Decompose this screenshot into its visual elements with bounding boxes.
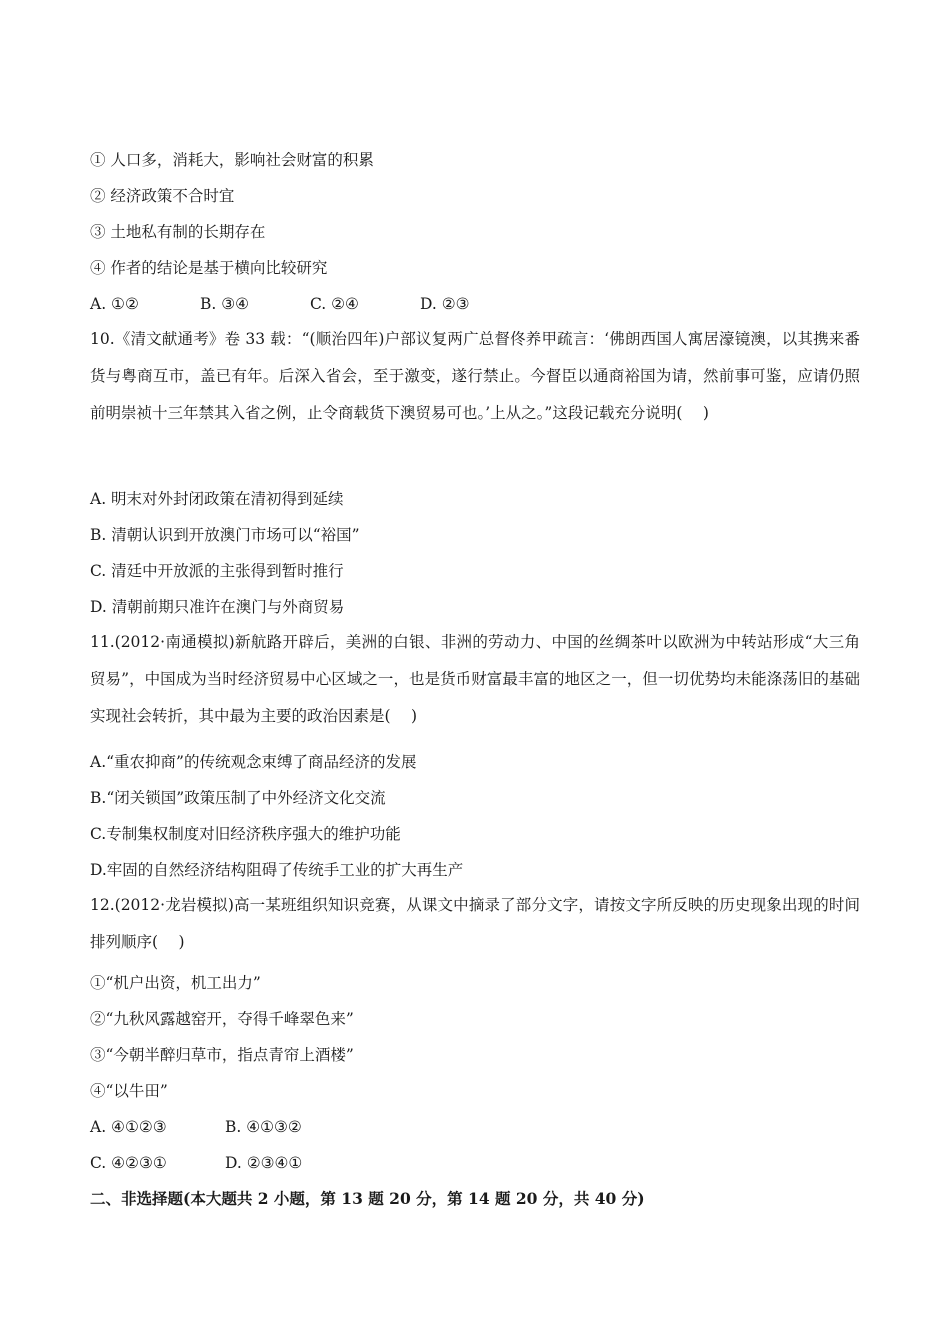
q10-option-c: C. 清廷中开放派的主张得到暂时推行 <box>90 562 344 580</box>
q11-option-d: D.牢固的自然经济结构阻碍了传统手工业的扩大再生产 <box>90 861 464 879</box>
q12-option-d: D. ②③④① <box>225 1154 303 1172</box>
q11-stem: 11.(2012·南通模拟)新航路开辟后，美洲的白银、非洲的劳动力、中国的丝绸茶叶以欧洲为中转站形成“大三角贸易”，中国成为当时经济贸易中心区域之一，也是货币财富最丰富的地区之一，但一切优势均未能涤荡旧的基础实现社会转折，其中最为主要的政治因素是( ) <box>90 633 860 725</box>
q12-item-2: ②“九秋风露越窑开，夺得千峰翠色来” <box>90 1010 354 1028</box>
q10-option-a: A. 明末对外封闭政策在清初得到延续 <box>90 490 344 508</box>
q11-option-a: A.“重农抑商”的传统观念束缚了商品经济的发展 <box>90 753 417 771</box>
q10-stem: 10.《清文献通考》卷 33 载：“(顺治四年)户部议复两广总督佟养甲疏言：‘佛朗西国人寓居濠镜澳，以其携来番货与粤商互市，盖已有年。后深入省会，至于激变，遂行禁止。今督臣以通商裕国为请，然前事可鉴，应请仍照前明崇祯十三年禁其入省之例，止令商载货下澳贸易可也。’上从之。”这段记载充分说明( ) <box>90 330 860 422</box>
section-heading: 二、非选择题(本大题共 2 小题，第 13 题 20 分，第 14 题 20 分，共 40 分) <box>90 1189 645 1208</box>
q9-item-3: ③ 土地私有制的长期存在 <box>90 223 266 241</box>
q10-option-b: B. 清朝认识到开放澳门市场可以“裕国” <box>90 526 360 544</box>
q12-option-c: C. ④②③① <box>90 1154 167 1172</box>
q12-options-row-2 <box>90 1153 360 1173</box>
q9-option-c: C. ②④ <box>310 295 359 313</box>
q11-option-b: B.“闭关锁国”政策压制了中外经济文化交流 <box>90 789 386 807</box>
q9-item-2: ② 经济政策不合时宜 <box>90 187 235 205</box>
q9-option-b: B. ③④ <box>200 295 250 313</box>
q9-item-4: ④ 作者的结论是基于横向比较研究 <box>90 259 328 277</box>
q12-item-4: ④“以牛田” <box>90 1082 168 1100</box>
q12-options-row-1 <box>90 1117 360 1137</box>
q9-options <box>90 294 530 314</box>
q9-option-a: A. ①② <box>90 295 139 313</box>
q12-option-a: A. ④①②③ <box>90 1118 167 1136</box>
q12-stem: 12.(2012·龙岩模拟)高一某班组织知识竞赛，从课文中摘录了部分文字，请按文字所反映的历史现象出现的时间排列顺序( ) <box>90 896 860 951</box>
q12-option-b: B. ④①③② <box>225 1118 302 1136</box>
q12-item-1: ①“机户出资，机工出力” <box>90 974 261 992</box>
q10-option-d: D. 清朝前期只准许在澳门与外商贸易 <box>90 598 345 616</box>
q11-option-c: C.专制集权制度对旧经济秩序强大的维护功能 <box>90 825 401 843</box>
q9-option-d: D. ②③ <box>420 295 470 313</box>
q9-item-1: ① 人口多，消耗大，影响社会财富的积累 <box>90 151 374 169</box>
q12-item-3: ③“今朝半醉归草市，指点青帘上酒楼” <box>90 1046 354 1064</box>
